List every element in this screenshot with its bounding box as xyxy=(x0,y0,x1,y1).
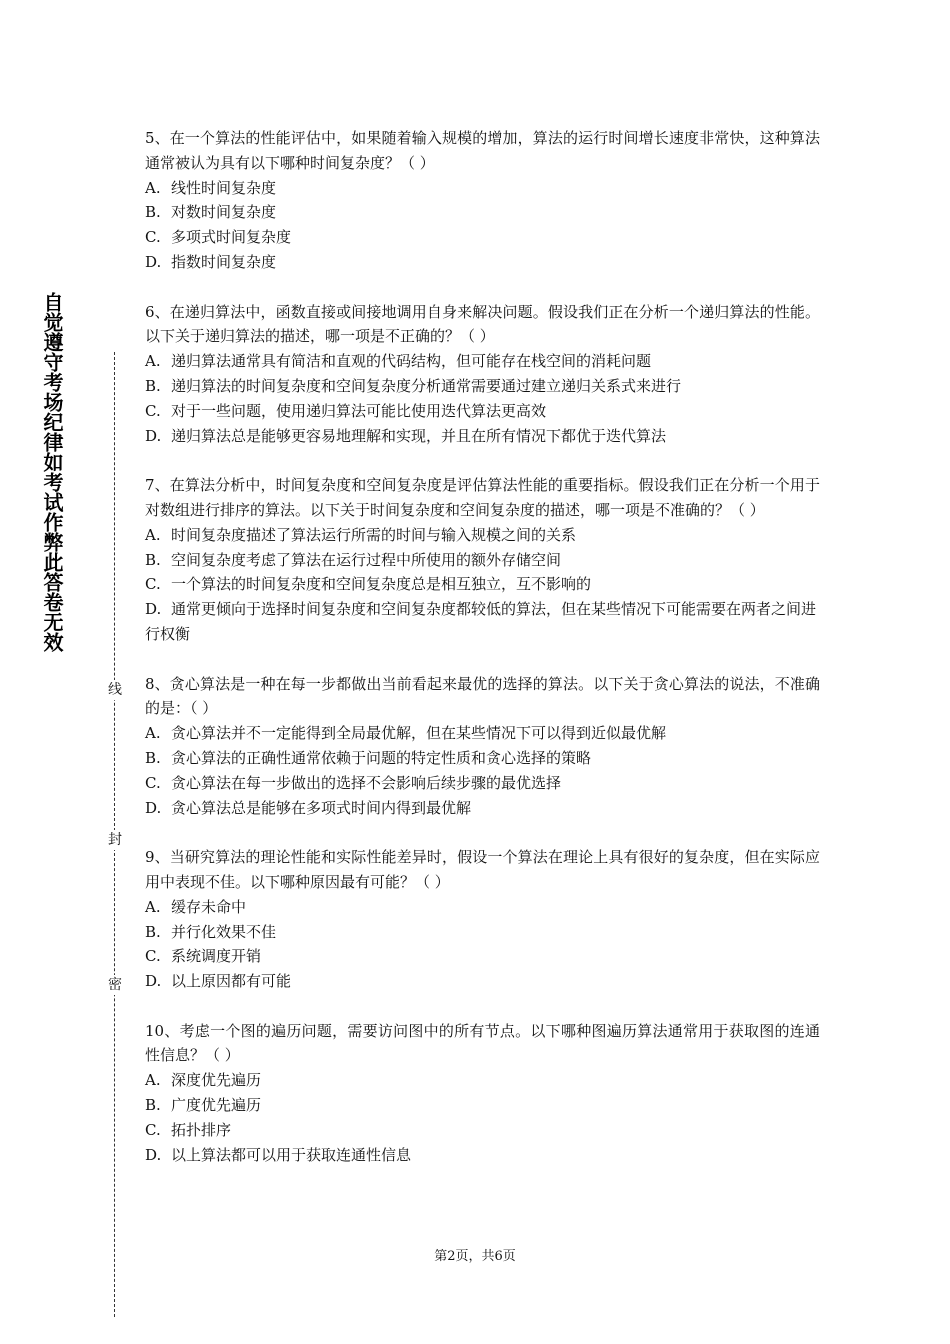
option-a[interactable]: A. 缓存未命中 xyxy=(145,897,247,916)
question-8 xyxy=(145,672,820,821)
option-b[interactable]: B. 并行化效果不佳 xyxy=(145,922,277,941)
option-d[interactable]: D. 以上算法都可以用于获取连通性信息 xyxy=(145,1145,412,1164)
binding-word-line: 线 xyxy=(108,682,122,698)
question-stem: 8、贪心算法是一种在每一步都做出当前看起来最优的选择的算法。以下关于贪心算法的说法，不准确的是：（ ） xyxy=(145,674,820,718)
question-stem: 7、在算法分析中，时间复杂度和空间复杂度是评估算法性能的重要指标。假设我们正在分析一个用于对数组进行排序的算法。以下关于时间复杂度和空间复杂度的描述，哪一项是不准确的？（ ） xyxy=(145,476,820,519)
option-c[interactable]: C. 系统调度开销 xyxy=(145,947,262,966)
question-stem: 9、当研究算法的理论性能和实际性能差异时，假设一个算法在理论上具有很好的复杂度，但在实际应用中表现不佳。以下哪种原因最有可能？（ ） xyxy=(145,848,820,891)
option-c[interactable]: C. 拓扑排序 xyxy=(145,1120,232,1139)
option-a[interactable]: A. 线性时间复杂度 xyxy=(145,178,277,197)
page-number: 第2页，共6页 xyxy=(434,1249,516,1264)
question-7 xyxy=(145,473,820,647)
option-a[interactable]: A. 深度优先遍历 xyxy=(145,1071,262,1090)
option-a[interactable]: A. 时间复杂度描述了算法运行所需的时间与输入规模之间的关系 xyxy=(145,525,577,544)
question-list xyxy=(145,126,820,1192)
option-b[interactable]: B. 贪心算法的正确性通常依赖于问题的特定性质和贪心选择的策略 xyxy=(145,748,592,767)
question-10 xyxy=(145,1019,820,1168)
binding-word-seal: 封 xyxy=(108,832,122,848)
option-b[interactable]: B. 递归算法的时间复杂度和空间复杂度分析通常需要通过建立递归关系式来进行 xyxy=(145,376,682,395)
option-b[interactable]: B. 空间复杂度考虑了算法在运行过程中所使用的额外存储空间 xyxy=(145,550,562,569)
question-5 xyxy=(145,126,820,275)
question-9 xyxy=(145,845,820,994)
option-d[interactable]: D. 递归算法总是能够更容易地理解和实现，并且在所有情况下都优于迭代算法 xyxy=(145,426,667,445)
option-d[interactable]: D. 通常更倾向于选择时间复杂度和空间复杂度都较低的算法，但在某些情况下可能需要在两者之间进行权衡 xyxy=(145,600,817,643)
option-b[interactable]: B. 对数时间复杂度 xyxy=(145,203,277,222)
option-a[interactable]: A. 贪心算法并不一定能得到全局最优解，但在某些情况下可以得到近似最优解 xyxy=(145,724,667,743)
question-stem: 5、在一个算法的性能评估中，如果随着输入规模的增加，算法的运行时间增长速度非常快，这种算法通常被认为具有以下哪种时间复杂度？（ ） xyxy=(145,129,820,172)
exam-discipline-notice: 自觉遵守考场纪律如考试作弊此答卷无效 xyxy=(40,292,64,652)
option-a[interactable]: A. 递归算法通常具有简洁和直观的代码结构，但可能存在栈空间的消耗问题 xyxy=(145,352,652,371)
option-b[interactable]: B. 广度优先遍历 xyxy=(145,1096,262,1115)
option-d[interactable]: D. 指数时间复杂度 xyxy=(145,252,277,271)
binding-word-secret: 密 xyxy=(108,977,122,993)
option-c[interactable]: C. 贪心算法在每一步做出的选择不会影响后续步骤的最优选择 xyxy=(145,773,562,792)
question-stem: 10、考虑一个图的遍历问题，需要访问图中的所有节点。以下哪种图遍历算法通常用于获取图的连通性信息？（ ） xyxy=(145,1021,820,1065)
option-d[interactable]: D. 以上原因都有可能 xyxy=(145,972,292,991)
question-6 xyxy=(145,300,820,449)
option-d[interactable]: D. 贪心算法总是能够在多项式时间内得到最优解 xyxy=(145,798,472,817)
question-stem: 6、在递归算法中，函数直接或间接地调用自身来解决问题。假设我们正在分析一个递归算法的性能。以下关于递归算法的描述，哪一项是不正确的？（ ） xyxy=(145,302,820,346)
option-c[interactable]: C. 对于一些问题，使用递归算法可能比使用迭代算法更高效 xyxy=(145,401,547,420)
option-c[interactable]: C. 多项式时间复杂度 xyxy=(145,228,292,247)
option-c[interactable]: C. 一个算法的时间复杂度和空间复杂度总是相互独立，互不影响的 xyxy=(145,575,592,594)
